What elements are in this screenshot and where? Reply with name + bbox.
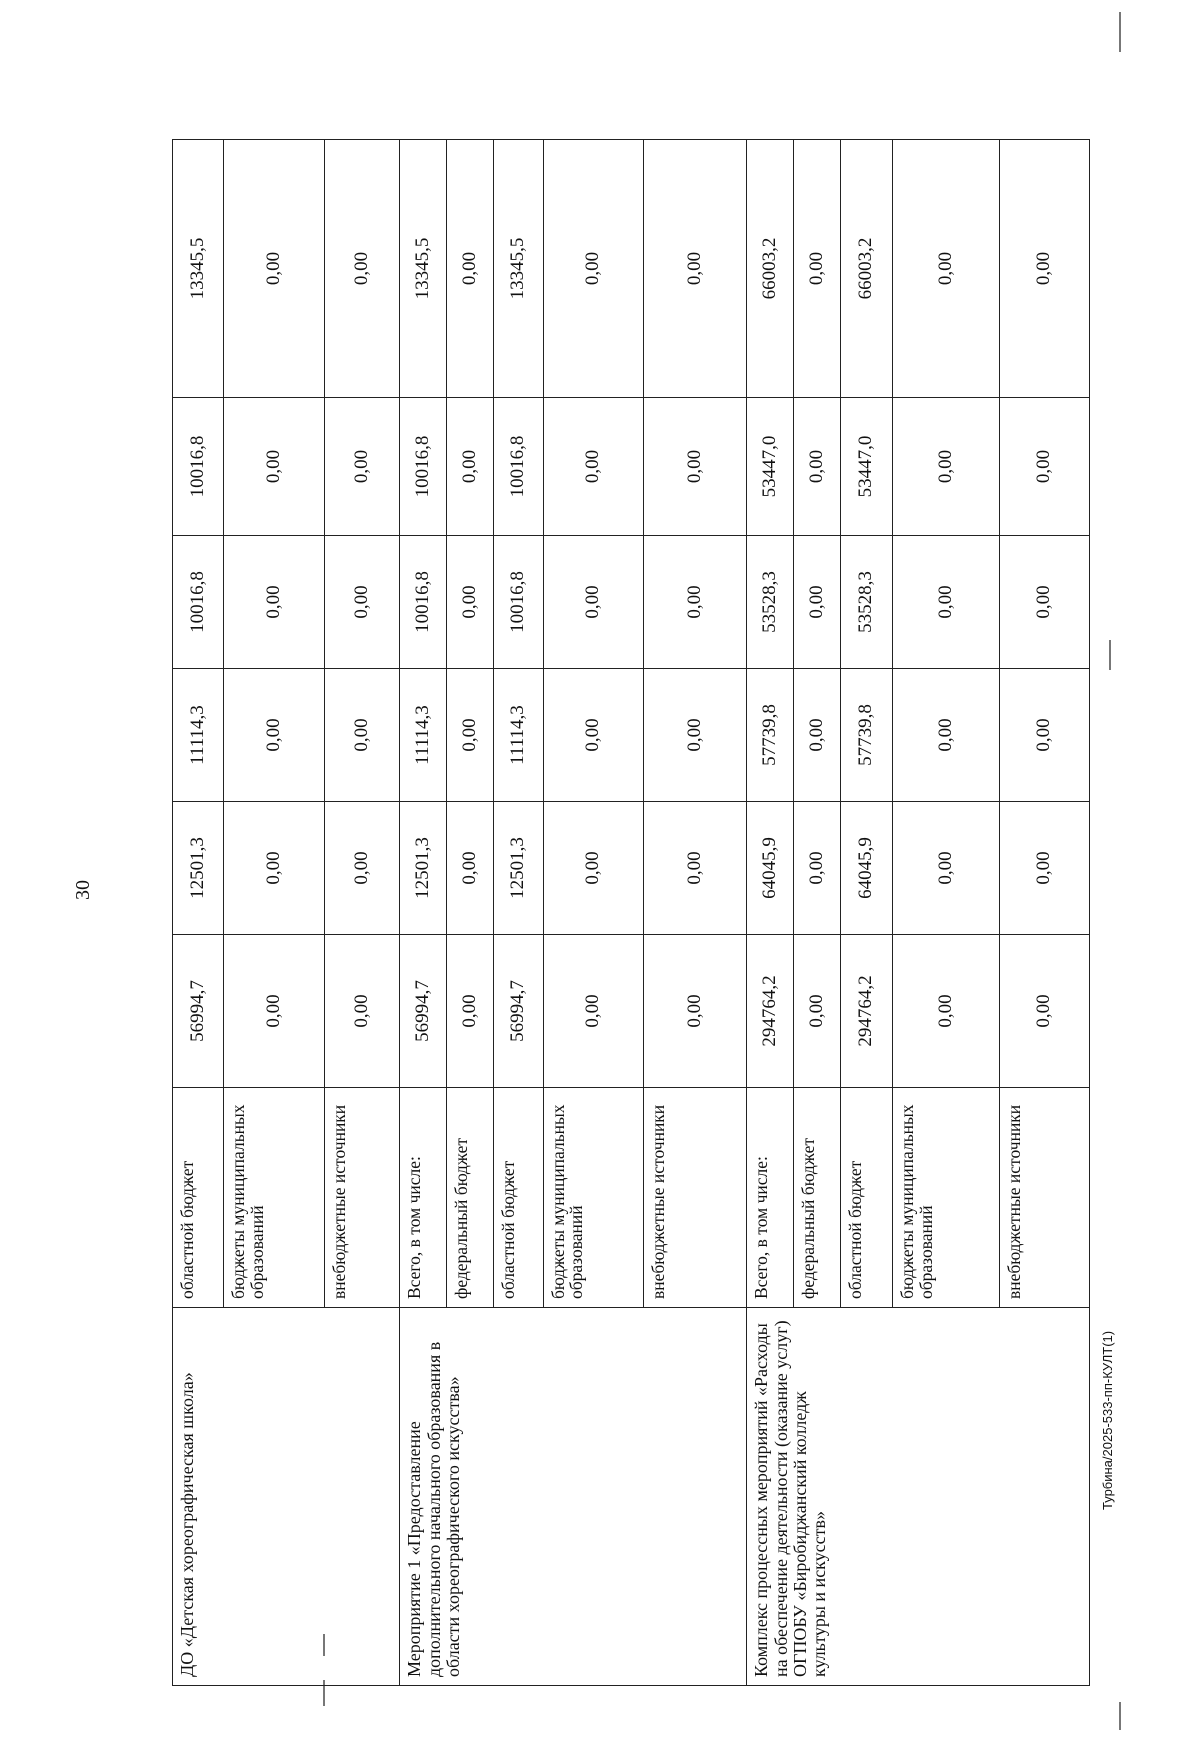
page-number: 30 [72,880,94,900]
value-cell: 0,00 [224,398,325,536]
value-cell: 66003,2 [841,140,892,398]
value-cell: 0,00 [224,935,325,1088]
value-cell: 294764,2 [747,935,794,1088]
scan-mark [1119,12,1121,52]
value-cell: 13345,5 [173,140,224,398]
value-cell: 56994,7 [173,935,224,1088]
budget-table [172,139,1090,1686]
value-cell: 0,00 [543,802,644,935]
source-cell: Всего, в том числе: [747,1088,794,1308]
value-cell: 0,00 [543,536,644,669]
document-code: Турбина/2025-533-пп-КУЛТ(1) [1100,1330,1115,1510]
source-cell: бюджеты муниципальных образований [543,1088,644,1308]
budget-table-container [172,140,1090,1686]
value-cell: 0,00 [892,669,999,802]
value-cell: 0,00 [999,935,1089,1088]
value-cell: 0,00 [999,802,1089,935]
value-cell: 0,00 [325,398,400,536]
value-cell: 0,00 [644,536,747,669]
value-cell: 10016,8 [494,536,543,669]
source-cell: внебюджетные источники [325,1088,400,1308]
value-cell: 0,00 [999,536,1089,669]
value-cell: 56994,7 [400,935,447,1088]
value-cell: 57739,8 [747,669,794,802]
value-cell: 12501,3 [400,802,447,935]
value-cell: 13345,5 [400,140,447,398]
value-cell: 0,00 [543,140,644,398]
group-name: Мероприятие 1 «Предоставление дополнительного начального образования в области хореографического искусства» [400,1308,747,1686]
value-cell: 0,00 [325,536,400,669]
value-cell: 0,00 [325,140,400,398]
scan-mark [1109,640,1111,670]
value-cell: 0,00 [224,140,325,398]
value-cell: 10016,8 [494,398,543,536]
value-cell: 10016,8 [173,536,224,669]
value-cell: 0,00 [224,669,325,802]
value-cell: 0,00 [892,935,999,1088]
scan-mark [1119,1702,1121,1730]
source-cell: Всего, в том числе: [400,1088,447,1308]
value-cell: 0,00 [543,669,644,802]
value-cell: 0,00 [892,536,999,669]
value-cell: 0,00 [325,802,400,935]
value-cell: 0,00 [794,140,841,398]
value-cell: 0,00 [447,935,494,1088]
value-cell: 0,00 [892,140,999,398]
value-cell: 53528,3 [841,536,892,669]
source-cell: федеральный бюджет [447,1088,494,1308]
value-cell: 53447,0 [747,398,794,536]
value-cell: 0,00 [447,536,494,669]
value-cell: 11114,3 [494,669,543,802]
value-cell: 11114,3 [173,669,224,802]
value-cell: 0,00 [794,669,841,802]
value-cell: 0,00 [543,398,644,536]
value-cell: 0,00 [325,669,400,802]
source-cell: внебюджетные источники [644,1088,747,1308]
value-cell: 0,00 [892,398,999,536]
value-cell: 12501,3 [494,802,543,935]
value-cell: 57739,8 [841,669,892,802]
value-cell: 0,00 [325,935,400,1088]
value-cell: 0,00 [447,140,494,398]
source-cell: бюджеты муниципальных образований [224,1088,325,1308]
value-cell: 10016,8 [400,398,447,536]
value-cell: 0,00 [794,398,841,536]
group-name: ДО «Детская хореографическая школа» [173,1308,400,1686]
value-cell: 10016,8 [173,398,224,536]
value-cell: 0,00 [644,802,747,935]
value-cell: 0,00 [224,536,325,669]
source-cell: федеральный бюджет [794,1088,841,1308]
table-row [400,140,447,1686]
value-cell: 0,00 [999,398,1089,536]
value-cell: 294764,2 [841,935,892,1088]
value-cell: 64045,9 [841,802,892,935]
value-cell: 0,00 [794,536,841,669]
value-cell: 66003,2 [747,140,794,398]
value-cell: 0,00 [644,140,747,398]
table-row [173,140,224,1686]
value-cell: 0,00 [644,935,747,1088]
value-cell: 0,00 [999,140,1089,398]
value-cell: 0,00 [543,935,644,1088]
value-cell: 0,00 [224,802,325,935]
source-cell: внебюджетные источники [999,1088,1089,1308]
value-cell: 0,00 [447,802,494,935]
table-row [747,140,794,1686]
value-cell: 0,00 [644,398,747,536]
value-cell: 13345,5 [494,140,543,398]
value-cell: 0,00 [447,398,494,536]
value-cell: 0,00 [999,669,1089,802]
source-cell: областной бюджет [494,1088,543,1308]
value-cell: 12501,3 [173,802,224,935]
value-cell: 56994,7 [494,935,543,1088]
value-cell: 0,00 [794,935,841,1088]
value-cell: 64045,9 [747,802,794,935]
source-cell: бюджеты муниципальных образований [892,1088,999,1308]
value-cell: 0,00 [794,802,841,935]
group-name: Комплекс процессных мероприятий «Расходы на обеспечение деятельности (оказание услуг) ОГПОБУ «Биробиджанский колледж культуры и искусств» [747,1308,1090,1686]
value-cell: 10016,8 [400,536,447,669]
source-cell: областной бюджет [841,1088,892,1308]
value-cell: 0,00 [892,802,999,935]
source-cell: областной бюджет [173,1088,224,1308]
value-cell: 53528,3 [747,536,794,669]
value-cell: 0,00 [644,669,747,802]
value-cell: 11114,3 [400,669,447,802]
value-cell: 53447,0 [841,398,892,536]
value-cell: 0,00 [447,669,494,802]
